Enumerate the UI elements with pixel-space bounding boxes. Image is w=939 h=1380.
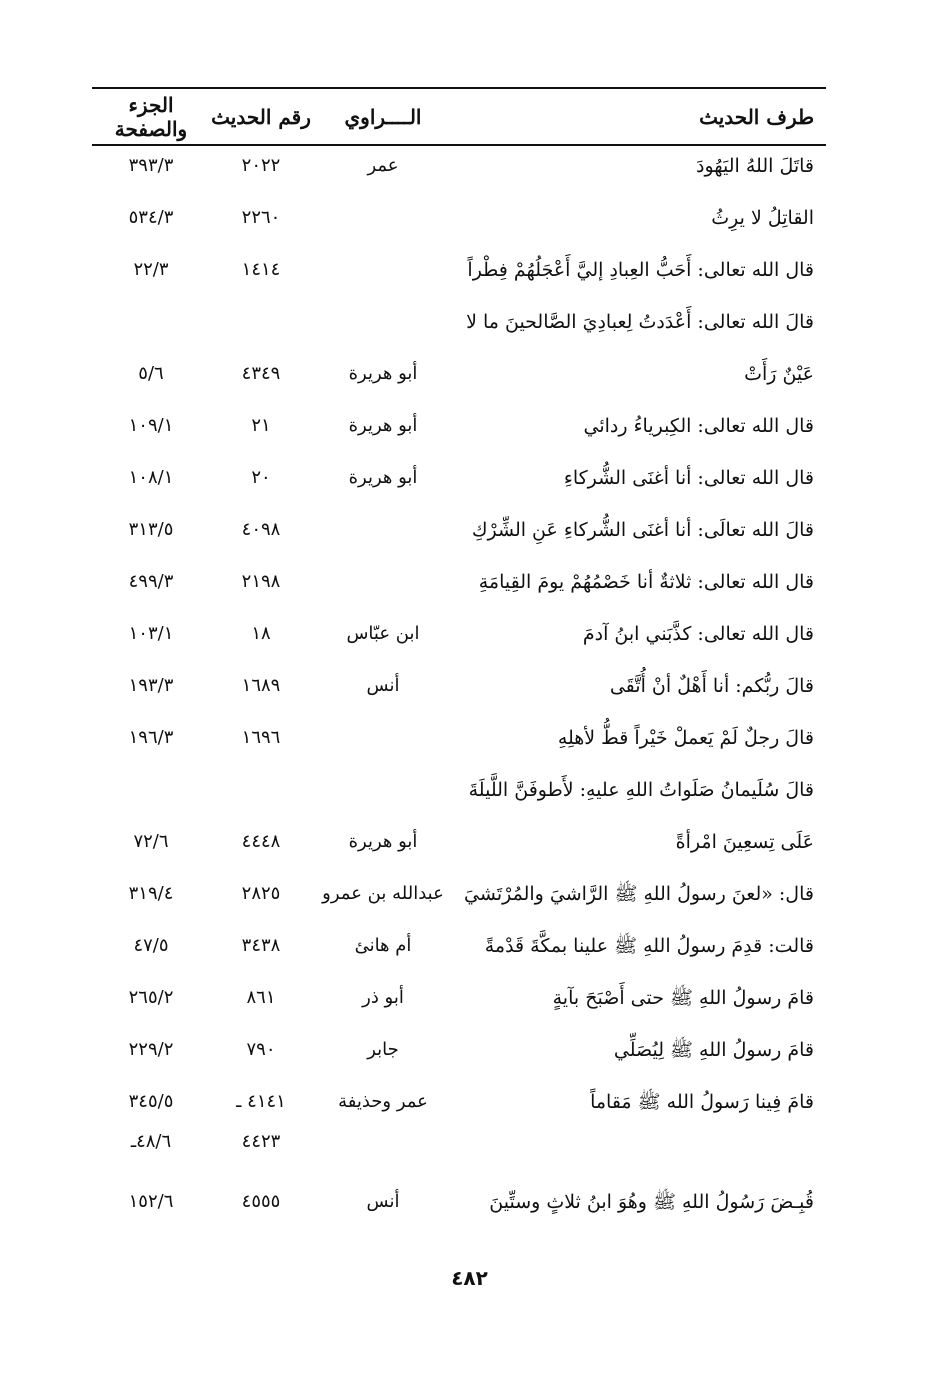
hadith-text: قامَ فِينا رَسولُ الله ﷺ مَقاماً — [590, 1091, 814, 1113]
table-row — [92, 192, 826, 244]
hadith-number: ٢٠٢٢ — [241, 155, 281, 176]
hadith-text: قالَ ربُّكم: أنا أَهْلٌ أنْ أُتَّقَى — [609, 675, 814, 697]
volume-page: ٣٩٣/٣ — [128, 155, 174, 176]
hadith-index-table — [92, 140, 826, 1228]
narrator: ابن عبّاس — [346, 623, 420, 644]
table-row — [92, 972, 826, 1024]
table-row — [92, 712, 826, 764]
volume-page: ١٩٣/٣ — [128, 675, 174, 696]
hadith-text: قامَ رسولُ اللهِ ﷺ حتى أَصْبَحَ بآيةٍ — [552, 987, 814, 1009]
table-row — [92, 868, 826, 920]
hadith-number: ٤٣٤٩ — [241, 363, 281, 384]
hadith-text: قال الله تعالى: أنا أغنَى الشُّركاءِ — [563, 467, 814, 489]
volume-page: ١٥٢/٦ — [128, 1191, 174, 1212]
hadith-text: قالت: قدِمَ رسولُ اللهِ ﷺ علينا بمكَّةَ قَدْمةً — [484, 935, 814, 957]
narrator: أبو هريرة — [348, 467, 418, 488]
hadith-text: قالَ سُلَيمانُ صَلَواتُ اللهِ عليهِ: لأَطوفَنَّ اللَّيلَةَ عَلَى تِسعِينَ امْرأةً — [468, 779, 814, 853]
hadith-text: قالَ الله تعالَى: أنا أغنَى الشُّركاءِ عَنِ الشِّرْكِ — [471, 519, 814, 541]
table-row — [92, 764, 826, 868]
hadith-text: قالَ الله تعالى: أَعْدَدتُ لِعبادِيَ الصَّالحينَ ما لا عَيْنٌ رَأَتْ — [466, 311, 814, 385]
volume-page: ٤٧/٥ — [133, 935, 169, 956]
table-row — [92, 556, 826, 608]
header-volume-page: الجزء والصفحة — [114, 93, 188, 141]
table-row — [92, 400, 826, 452]
top-rule — [92, 87, 826, 89]
header-hadith-number: رقم الحديث — [211, 105, 311, 129]
volume-page: ٥/٦ — [138, 363, 164, 384]
table-row — [92, 452, 826, 504]
table-row — [92, 244, 826, 296]
header-row — [92, 92, 826, 142]
hadith-number: ٢٢٦٠ — [241, 207, 281, 228]
volume-page: ١٠٣/١ — [128, 623, 174, 644]
table-row — [92, 504, 826, 556]
narrator: أبو هريرة — [348, 415, 418, 436]
volume-page: ٢٢/٣ — [133, 259, 169, 280]
hadith-text: قُبِـضَ رَسُولُ اللهِ ﷺ وهُوَ ابنُ ثلاثٍ وستِّينَ — [489, 1191, 814, 1213]
narrator: أم هانئ — [354, 935, 412, 956]
volume-page: ١٠٨/١ — [128, 467, 174, 488]
table-row — [92, 920, 826, 972]
volume-page: ٣٤٥/٥ — [128, 1091, 174, 1112]
hadith-number: ٤٤٢٣ — [241, 1131, 281, 1152]
narrator: عمر وحذيفة — [338, 1091, 428, 1112]
hadith-text: قال: «لعنَ رسولُ اللهِ ﷺ الرَّاشيَ والمُرْتَشيَ — [464, 883, 814, 905]
hadith-text: قاتَلَ اللهُ اليَهُودَ — [695, 155, 814, 177]
header-narrator: الــــراوي — [344, 105, 422, 129]
narrator: عبدالله بن عمرو — [322, 883, 444, 904]
narrator: أبو هريرة — [348, 831, 418, 852]
hadith-text: قالَ رجلٌ لَمْ يَعملْ خَيْراً قطُّ لأهلِهِ — [557, 727, 814, 749]
hadith-text: قال الله تعالى: ثلاثةٌ أنا خَصْمُهُمْ يومَ القِيامَةِ — [478, 571, 814, 593]
hadith-text: قال الله تعالى: أَحَبُّ العِبادِ إليَّ أَعْجَلُهُمْ فِطْراً — [467, 259, 814, 281]
hadith-number: ٢١ — [251, 415, 271, 436]
hadith-number: ٣٤٣٨ — [241, 935, 281, 956]
hadith-number: ٤٤٤٨ — [241, 831, 281, 852]
volume-page: ١٩٦/٣ — [128, 727, 174, 748]
narrator: أبو هريرة — [348, 363, 418, 384]
volume-page: ٢٢٩/٢ — [128, 1039, 174, 1060]
hadith-text: قامَ رسولُ اللهِ ﷺ لِيُصَلِّي — [613, 1039, 814, 1061]
table-row — [92, 296, 826, 400]
hadith-text: القاتِلُ لا يرِثُ — [711, 207, 814, 229]
hadith-text: قال الله تعالى: كذَّبَني ابنُ آدمَ — [582, 623, 814, 645]
hadith-number: ٢٠ — [251, 467, 271, 488]
volume-page: ٣١٣/٥ — [128, 519, 174, 540]
narrator: أنس — [366, 1191, 400, 1212]
table-row — [92, 608, 826, 660]
table-row — [92, 1168, 826, 1228]
volume-page: ٤٨/٦ـ — [130, 1131, 172, 1152]
hadith-number: ١٦٨٩ — [241, 675, 281, 696]
narrator: عمر — [367, 155, 399, 176]
page-number: ٤٨٢ — [451, 1266, 488, 1290]
table-row — [92, 140, 826, 192]
hadith-number: ٢١٩٨ — [241, 571, 281, 592]
volume-page: ٣١٩/٤ — [128, 883, 174, 904]
hadith-number: ٤١٤١ ـ — [236, 1091, 286, 1112]
table-header — [92, 92, 826, 142]
hadith-number: ١٨ — [251, 623, 271, 644]
hadith-number: ٤٠٩٨ — [241, 519, 281, 540]
hadith-number: ٤٥٥٥ — [241, 1191, 281, 1212]
narrator: جابر — [367, 1039, 399, 1060]
hadith-number: ٨٦١ — [246, 987, 276, 1008]
table-row — [92, 1128, 826, 1168]
volume-page: ٥٣٤/٣ — [128, 207, 174, 228]
hadith-number: ١٦٩٦ — [241, 727, 281, 748]
table-row — [92, 1024, 826, 1076]
hadith-number: ٢٨٢٥ — [241, 883, 281, 904]
table-row — [92, 660, 826, 712]
hadith-number: ١٤١٤ — [241, 259, 281, 280]
volume-page: ٧٢/٦ — [133, 831, 169, 852]
hadith-number: ٧٩٠ — [246, 1039, 276, 1060]
header-hadith-text: طرف الحديث — [699, 105, 814, 129]
narrator: أنس — [366, 675, 400, 696]
narrator: أبو ذر — [362, 987, 404, 1008]
volume-page: ٤٩٩/٣ — [128, 571, 174, 592]
hadith-text: قال الله تعالى: الكِبرياءُ ردائي — [583, 415, 814, 437]
volume-page: ٢٦٥/٢ — [128, 987, 174, 1008]
volume-page: ١٠٩/١ — [128, 415, 174, 436]
